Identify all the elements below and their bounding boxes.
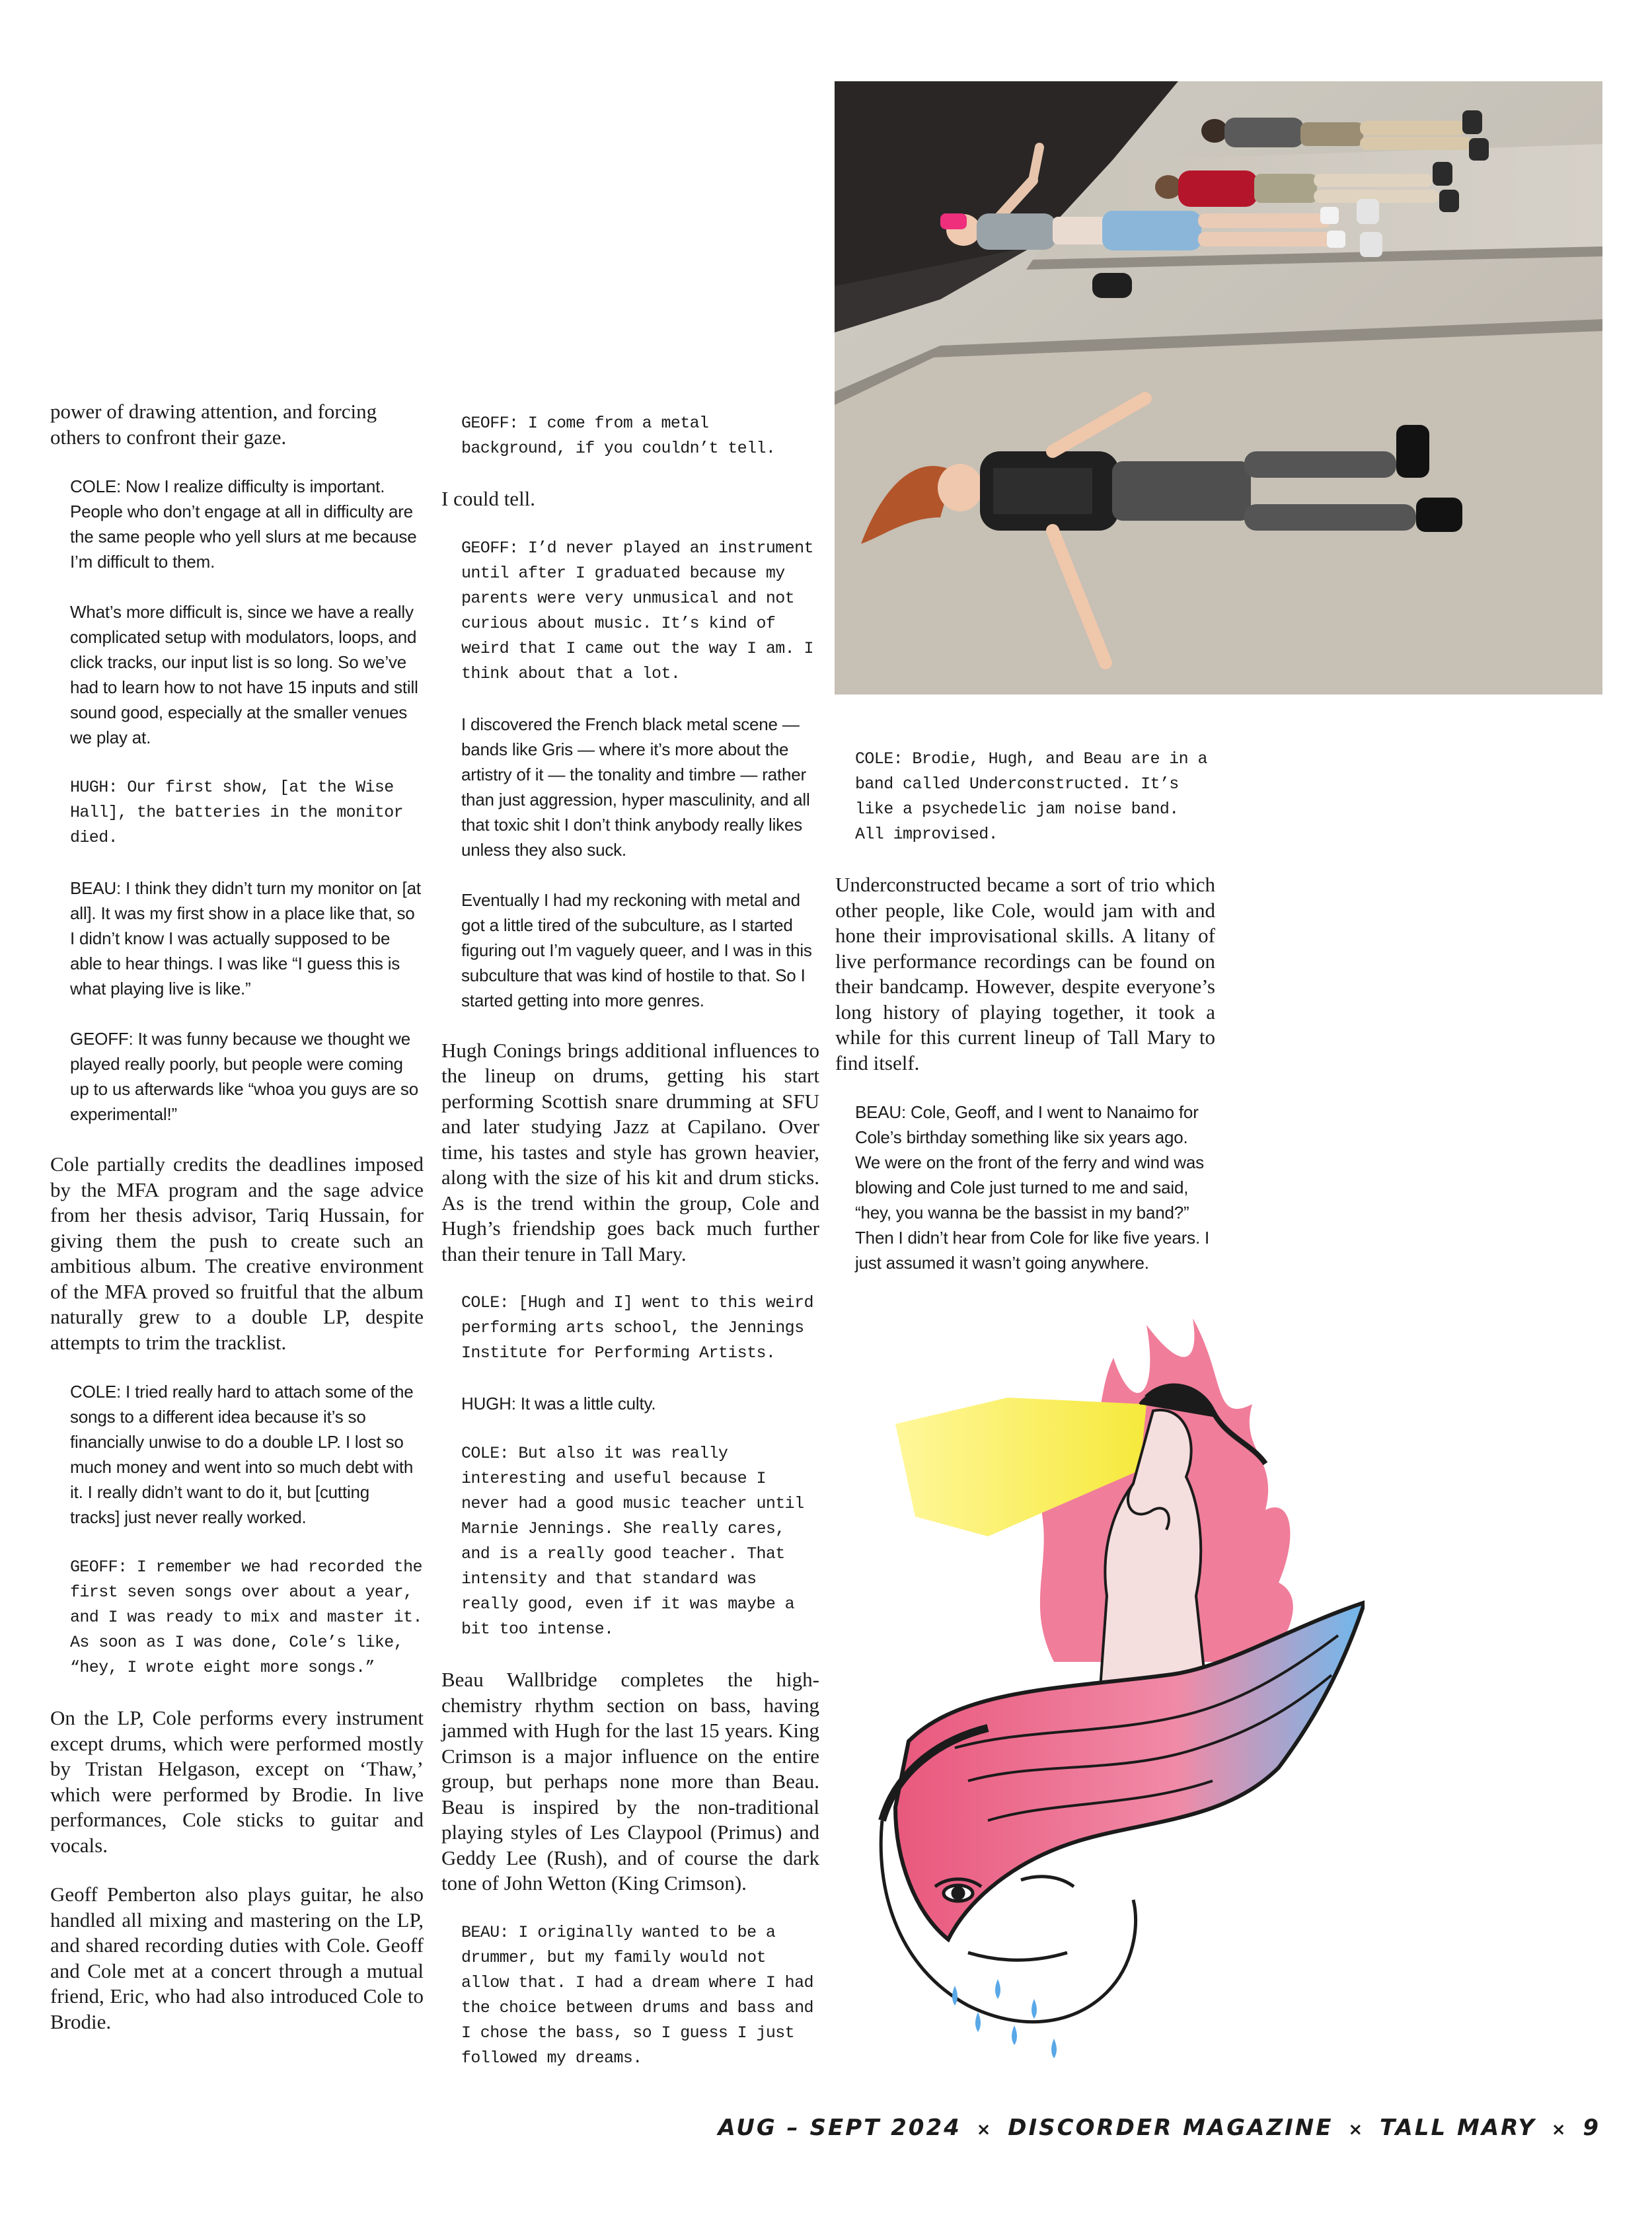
band-photo bbox=[835, 81, 1602, 695]
paragraph-mfa-credits: Cole partially credits the deadlines imposed by the MFA program and the sage advice from her thesis advisor, Tariq Hussain, for giving them the push to create such an ambitious album. The creative environment of the MFA proved so fruitful that the album naturally grew to a double LP, despite attempts to trim the tracklist. bbox=[50, 1152, 424, 1354]
paragraph-beau-wallbridge: Beau Wallbridge completes the high-chemistry rhythm section on bass, having jammed with Hugh for the last 15 years. King Crimson is a major influence on the entire group, but perhaps none more than Beau. Beau is inspired by the non-traditional playing styles of Les Claypool (Primus) and Geddy Lee (Rush), and of course the dark tone of John Wetton (King Crimson). bbox=[441, 1668, 819, 1895]
column-right bbox=[835, 747, 1215, 1300]
quote-hugh-first-show: HUGH: Our first show, [at the Wise Hall], the batteries in the monitor died. bbox=[70, 778, 404, 847]
quote-cole-school: COLE: [Hugh and I] went to this weird performing arts school, the Jennings Institute for Performing Artists. bbox=[461, 1293, 813, 1363]
footer-magazine: DISCORDER MAGAZINE bbox=[1008, 2115, 1333, 2141]
column-left bbox=[50, 399, 424, 2058]
quote-geoff-reckoning: Eventually I had my reckoning with metal and got a little tired of the subculture, as I started figuring out I’m vaguely queer, and I was in this subculture that was kind of hostile to that. So I started getting into more genres. bbox=[461, 889, 812, 1010]
page-number: 9 bbox=[1583, 2115, 1600, 2141]
quote-cole-difficulty: COLE: Now I realize difficulty is important. People who don’t engage at all in difficulty are the same people who yell slurs at me because I’m difficult to them. bbox=[70, 476, 417, 572]
footer-section: TALL MARY bbox=[1379, 2115, 1536, 2141]
paragraph-lp-instruments: On the LP, Cole performs every instrument except drums, which were performed mostly by Tristan Helgason, except on ‘Thaw,’ which were performed by Brodie. In live performances, Cole sticks to guitar and vocals. bbox=[50, 1706, 424, 1857]
quote-beau-nanaimo: BEAU: Cole, Geoff, and I went to Nanaimo for Cole’s birthday something like six years ago. We were on the front of the ferry and wind was blowing and Cole just turned to me and said, “hey, you wanna be the bassist in my band?” Then I didn’t hear from Cole for like five years. I just assumed it wasn’t going anywhere. bbox=[855, 1102, 1210, 1273]
paragraph-hugh-conings: Hugh Conings brings additional influences to the lineup on drums, getting his start performing Scottish snare drumming at SFU and later studying Jazz at Capilano. Over time, his tastes and style has grown heavier, along with the size of his kit and drum sticks. As is the trend within the group, Cole and Hugh’s friendship goes back much further than their tenure in Tall Mary. bbox=[441, 1038, 819, 1265]
quote-cole-double-lp: COLE: I tried really hard to attach some of the songs to a different idea because it’s so financially unwise to do a double LP. I lost so much money and went into so much debt with it. I really didn’t want to do it, but [cutting tracks] just never really worked. bbox=[70, 1382, 414, 1527]
footer-separator: × bbox=[1348, 2120, 1365, 2140]
paragraph-power: power of drawing attention, and forcing others to confront their gaze. bbox=[50, 400, 377, 449]
column-middle bbox=[441, 411, 819, 2096]
quote-cole-underconstructed: COLE: Brodie, Hugh, and Beau are in a band called Underconstructed. It’s like a psychedelic jam noise band. All improvised. bbox=[855, 749, 1207, 844]
paragraph-i-could-tell: I could tell. bbox=[441, 487, 536, 510]
quote-geoff-experimental: GEOFF: It was funny because we thought we played really poorly, but people were coming up to us afterwards like “whoa you guys are so experimental!” bbox=[70, 1029, 418, 1124]
paragraph-underconstructed: Underconstructed became a sort of trio which other people, like Cole, would jam with and hone their improvisational skills. A litany of live performance recordings can be found on their bandcamp. However, despite everyone’s long history of playing together, it took a while for this current lineup of Tall Mary to find itself. bbox=[835, 873, 1215, 1074]
quote-geoff-french-black-metal: I discovered the French black metal scene — bands like Gris — where it’s more about the artistry of it — the tonality and timbre — rather than just aggression, hyper masculinity, and all that toxic shit I don’t think anybody really likes unless they also suck. bbox=[461, 714, 810, 860]
illustration bbox=[856, 1318, 1365, 2075]
footer-separator: × bbox=[1551, 2120, 1568, 2140]
quote-cole-setup: What’s more difficult is, since we have a really complicated setup with modulators, loops, and click tracks, our input list is so long. So we’ve had to learn how to not have 15 inputs and still sound good, especially at the smaller venues we play at. bbox=[70, 602, 418, 747]
quote-hugh-culty: HUGH: It was a little culty. bbox=[461, 1394, 656, 1413]
quote-geoff-never-played: GEOFF: I’d never played an instrument until after I graduated because my parents were very unmusical and not curious about music. It’s kind of weird that I came out the way I am. I think about that a lot. bbox=[461, 538, 813, 683]
footer-separator: × bbox=[976, 2120, 993, 2140]
page-footer bbox=[718, 2115, 1600, 2141]
quote-geoff-eight-songs: GEOFF: I remember we had recorded the first seven songs over about a year, and I was ready to mix and master it. As soon as I was done, Cole’s like, “hey, I wrote eight more songs.” bbox=[70, 1558, 422, 1677]
quote-beau-drummer: BEAU: I originally wanted to be a drummer, but my family would not allow that. I had a dream where I had the choice between drums and bass and I chose the bass, so I guess I just followed my dreams. bbox=[461, 1922, 813, 2068]
paragraph-geoff-pemberton: Geoff Pemberton also plays guitar, he also handled all mixing and mastering on the LP, and shared recording duties with Cole. Geoff and Cole met at a concert through a mutual friend, Eric, who had also introduced Cole to Brodie. bbox=[50, 1883, 424, 2033]
footer-issue: AUG – SEPT 2024 bbox=[718, 2115, 961, 2141]
quote-cole-useful: COLE: But also it was really interesting and useful because I never had a good music teacher until Marnie Jennings. She really cares, and is a really good teacher. That intensity and that standard was really good, even if it was maybe a bit too intense. bbox=[461, 1444, 804, 1639]
quote-beau-monitor: BEAU: I think they didn’t turn my monitor on [at all]. It was my first show in a place like that, so I didn’t know I was actually supposed to be able to hear things. I was like “I guess this is what playing live is like.” bbox=[70, 878, 421, 998]
quote-geoff-metal: GEOFF: I come from a metal background, if you couldn’t tell. bbox=[461, 414, 776, 458]
